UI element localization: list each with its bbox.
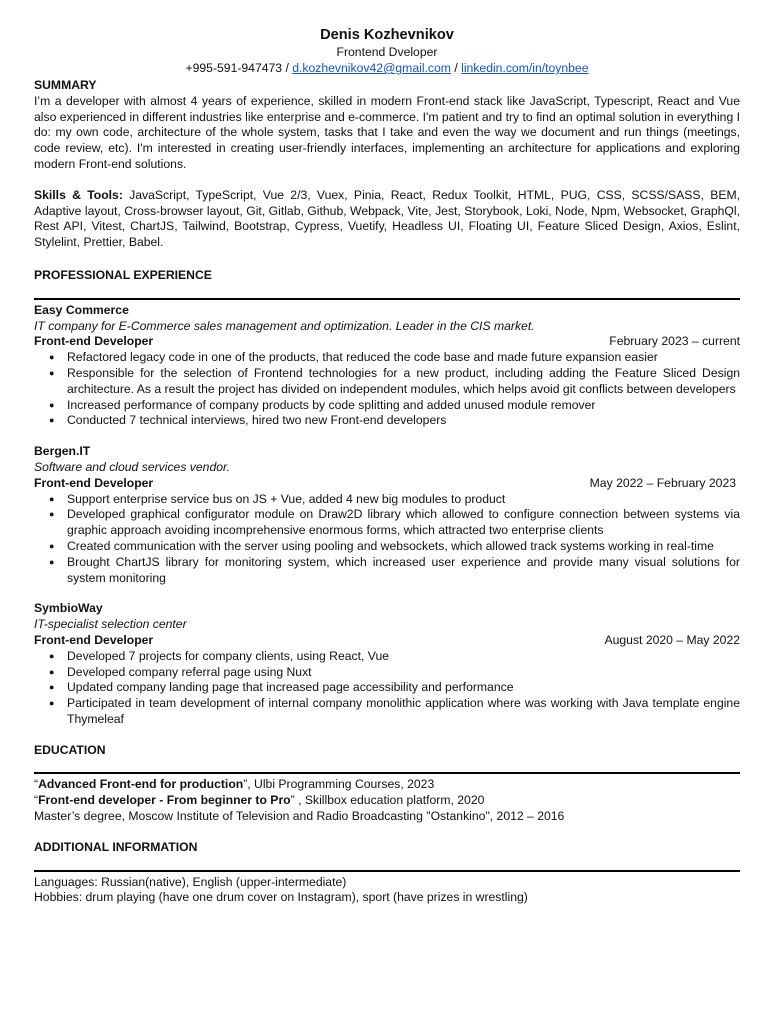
education-item [34,809,740,825]
job-role: Front-end Developer [34,475,154,490]
education-heading: EDUCATION [34,742,106,757]
list-item: ● Increased performance of company products by code splitting and added unused module remover [67,398,740,414]
company-name: Easy Commerce [34,302,129,317]
company-description: IT company for E-Commerce sales management and optimization. Leader in the CIS market. [34,318,535,333]
course-details: ” , Skillbox education platform, 2020 [290,793,485,808]
job-dates: February 2023 – current [609,334,740,349]
summary-section [34,78,740,173]
achievement-list [34,649,740,728]
list-item: ● Developed 7 projects for company clients, using React, Vue [67,649,740,665]
company-name: SymbioWay [34,601,103,616]
list-item: ● Updated company landing page that increased page accessibility and performance [67,680,740,696]
quote-mark: “ [34,793,39,808]
course-details: ”, Ulbi Programming Courses, 2023 [243,777,435,792]
contact-separator: / [450,61,462,75]
candidate-title: Frontend Dveloper [336,45,438,59]
linkedin-link[interactable]: linkedin.com/in/toynbee [461,61,589,75]
section-divider [34,298,740,300]
degree-details: Master’s degree, Moscow Institute of Television and Radio Broadcasting "Ostankino", 2012 – 2016 [34,809,565,824]
job-dates: August 2020 – May 2022 [604,632,740,647]
role-row [34,476,740,492]
summary-heading: SUMMARY [34,78,97,92]
quote-mark: “ [34,777,39,792]
list-item: ● Conducted 7 technical interviews, hired two new Front-end developers [67,413,740,429]
list-item: ● Developed company referral page using Nuxt [67,665,740,681]
summary-text: I’m a developer with almost 4 years of experience, skilled in modern Front-end stack like JavaScript, Typescript, React and Vue also experienced in different industries like enterprise and e-commerce. I'm patient and try to find an optimal solution in everything I do: my own code, architecture of the whole system, tasks that I take and even the way we document and run things (meetings, code review, etc). I'm interested in creating user-friendly interfaces, implementing an architecture for applications and exploring modern Front-end solutions. [34,93,740,171]
skills-label: Skills & Tools: [34,187,123,202]
languages-line: Languages: Russian(native), English (upper-intermediate) [34,874,347,889]
job-role: Front-end Developer [34,632,154,647]
course-name: Front-end developer - From beginner to Pro [38,793,291,808]
list-item: ● Brought ChartJS library for monitoring system, which increased user experience and provide many visual solutions for system monitoring [67,555,740,587]
candidate-name: Denis Kozhevnikov [320,27,454,43]
skills-section [34,188,740,251]
list-item: ● Developed graphical configurator module on Draw2D library which allowed to configure connection between systems via graphic approach avoiding incomprehensive enormous forms, which attracted two enterprise clients [67,507,740,539]
job-role: Front-end Developer [34,334,154,349]
job-entry [34,601,740,727]
education-item [34,777,740,793]
experience-section [34,268,740,728]
list-item: ● Support enterprise service bus on JS + Vue, added 4 new big modules to product [67,492,740,508]
list-item: ● Responsible for the selection of Frontend technologies for a new product, including adding the Feature Sliced Design architecture. As a result the project has divided on independent modules, which helps avoid git conflicts between developers [67,366,740,398]
additional-section [34,840,740,906]
role-row [34,334,740,350]
list-item: ● Created communication with the server using pooling and websockets, which allowed track systems working in real-time [67,539,740,555]
section-divider [34,772,740,774]
list-item: ● Refactored legacy code in one of the products, that reduced the code base and made future expansion easier [67,350,740,366]
list-item: ● Participated in team development of internal company monolithic application where was working with Java template engine Thymeleaf [67,696,740,728]
resume-header [34,26,740,76]
job-dates: May 2022 – February 2023 [589,475,736,490]
job-entry [34,444,740,586]
contact-line [34,60,740,76]
company-description: IT-specialist selection center [34,617,187,632]
education-section [34,743,740,825]
course-name: Advanced Front-end for production [38,777,244,792]
achievement-list [34,492,740,587]
additional-heading: ADDITIONAL INFORMATION [34,839,198,854]
education-item [34,793,740,809]
resume-page [34,26,740,906]
experience-heading: PROFESSIONAL EXPERIENCE [34,267,212,282]
skills-text: JavaScript, TypeScript, Vue 2/3, Vuex, Pinia, React, Redux Toolkit, HTML, PUG, CSS, SCSS/SASS, BEM, Adaptive layout, Cross-browser layout, Git, Gitlab, Github, Webpack, Vite, Jest, Storybook, Loki, Node, Npm, Websocket, GraphQl, Rest API, Vitest, ChartJS, Tailwind, Bootstrap, Cypress, Vuetify, Headless UI, Floating UI, Feature Sliced Design, Axios, Eslint, Stylelint, Prettier, Babel. [34,187,740,250]
achievement-list [34,350,740,429]
company-name: Bergen.IT [34,444,91,459]
section-divider [34,870,740,872]
job-entry [34,303,740,429]
company-description: Software and cloud services vendor. [34,459,231,474]
role-row [34,633,740,649]
contact-separator: / [282,61,293,75]
email-link[interactable]: d.kozhevnikov42@gmail.com [292,61,451,75]
hobbies-line: Hobbies: drum playing (have one drum cover on Instagram), sport (have prizes in wrestling) [34,890,528,905]
phone-number: +995-591-947473 [185,61,283,75]
